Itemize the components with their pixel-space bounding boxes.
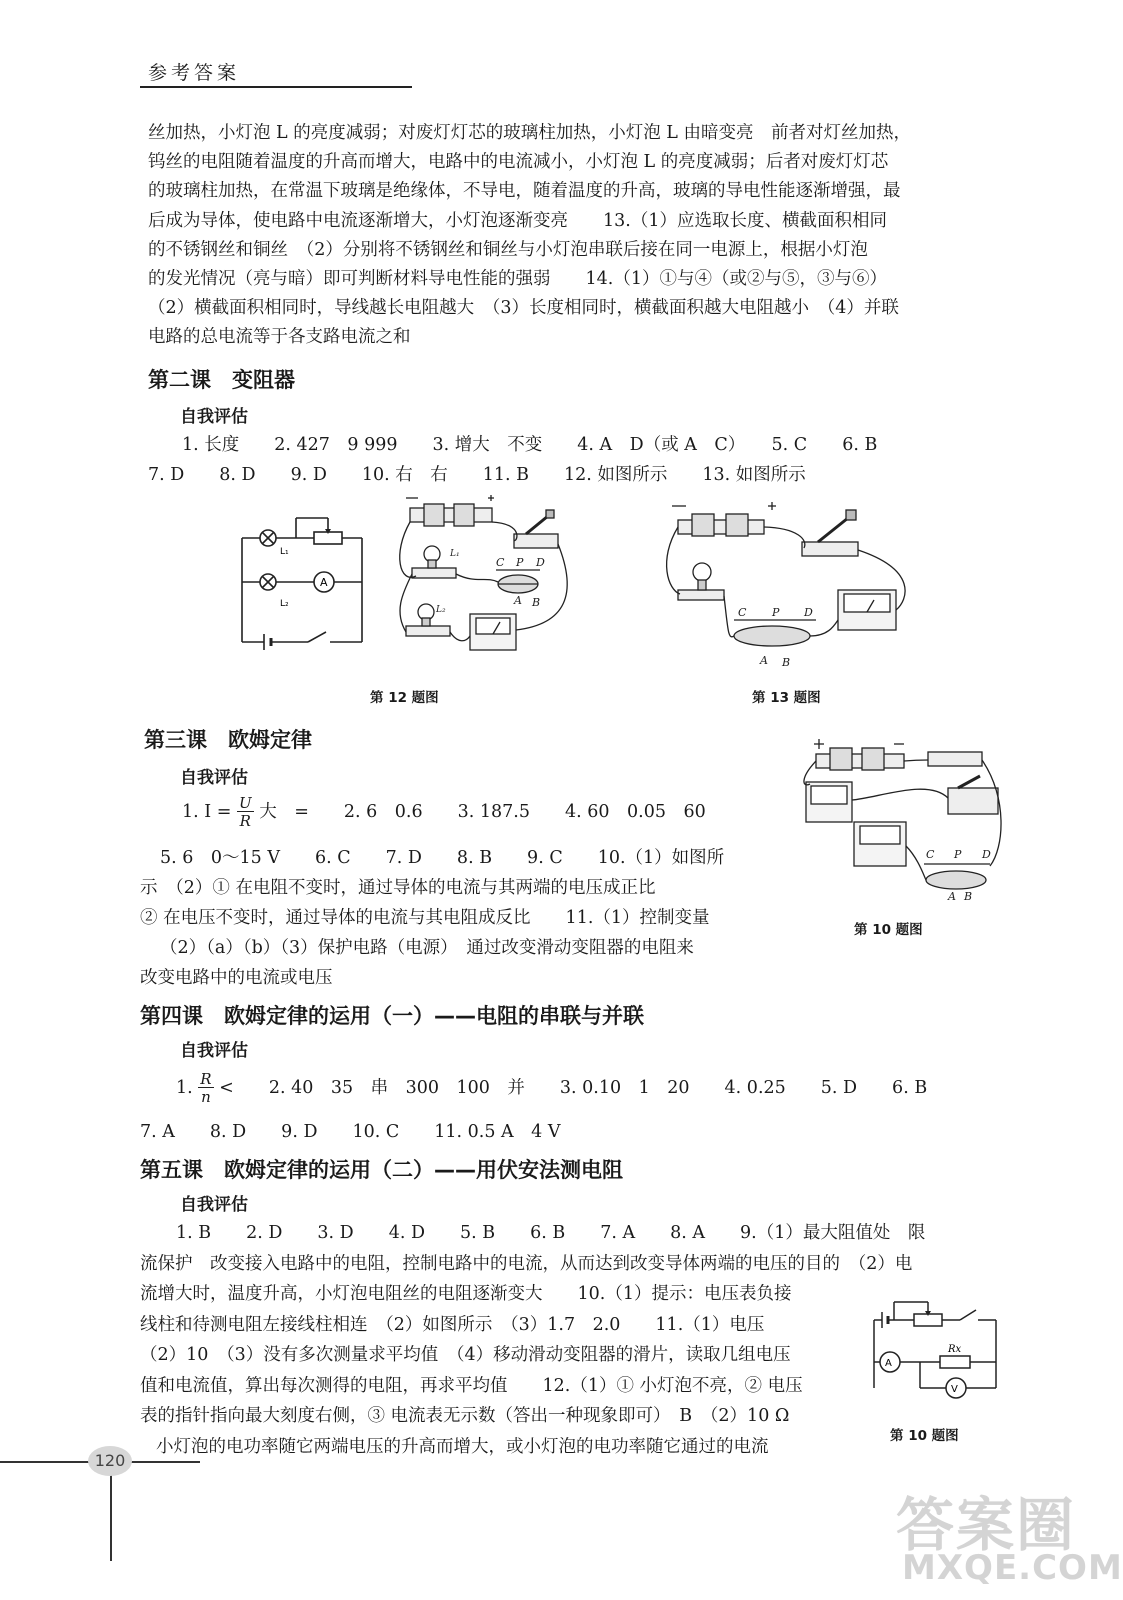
lesson-5-title: 第五课 欧姆定律的运用（二）——用伏安法测电阻 — [140, 1158, 623, 1182]
text-line: （2）横截面积相同时，导线越长电阻越大 （3）长度相同时，横截面积越大电阻越小 （4）并联 — [148, 298, 899, 319]
formula-denominator: n — [201, 1088, 211, 1106]
terminal-b: B — [782, 656, 791, 669]
lesson-5-figure-10-caption: 第 10 题图 — [890, 1428, 959, 1444]
formula-denominator: R — [239, 812, 251, 830]
slider-p: P — [772, 606, 780, 619]
ammeter-label: A — [320, 576, 328, 589]
terminal-d: D — [804, 606, 813, 619]
terminal-d: D — [536, 556, 545, 569]
formula-rest: < 2. 40 35 串 300 100 并 3. 0.10 1 20 4. 0.25 5. D 6. B — [219, 1078, 928, 1098]
lesson-3-paragraph — [140, 843, 725, 993]
text-line: （2）（a）（b）（3）保护电路（电源） 通过改变滑动变阻器的电阻来 — [160, 938, 694, 958]
text-line: 的不锈钢丝和铜丝 （2）分别将不锈钢丝和铜丝与小灯泡串联后接在同一电源上，根据小灯泡 — [148, 239, 868, 260]
text-line: 流增大时，温度升高，小灯泡电阻丝的电阻逐渐变大 10.（1）提示：电压表负接 — [140, 1284, 792, 1304]
text-line: 钨丝的电阻随着温度的升高而增大，电路中的电流减小，小灯泡 L 的亮度减弱；后者对废灯灯芯 — [148, 152, 889, 173]
text-line: 示 （2）① 在电阻不变时，通过导体的电流与其两端的电压成正比 — [140, 878, 656, 898]
terminal-a: A — [514, 594, 522, 607]
lesson-2-subtitle: 自我评估 — [180, 407, 248, 427]
lesson-2-title: 第二课 变阻器 — [148, 368, 295, 392]
terminal-c: C — [926, 848, 935, 861]
formula-lhs: 1. — [176, 1078, 193, 1098]
figure-12-wiring — [396, 494, 576, 666]
lesson-3-subtitle: 自我评估 — [180, 768, 248, 788]
lesson-5-subtitle: 自我评估 — [180, 1195, 248, 1215]
lesson-4-subtitle: 自我评估 — [180, 1041, 248, 1061]
lesson-4-answers-line — [176, 1072, 927, 1105]
formula-fraction — [237, 796, 254, 829]
text-line: 线柱和待测电阻左接线柱相连 （2）如图所示 （3）1.7 2.0 11.（1）电压 — [140, 1314, 765, 1335]
formula-rest: 大 = 2. 6 0.6 3. 187.5 4. 60 0.05 60 — [259, 802, 706, 822]
label-l2: L₂ — [280, 599, 289, 609]
page-number: 120 — [88, 1446, 132, 1476]
slider-p: P — [516, 556, 524, 569]
text-line: 表的指针指向最大刻度右侧，③ 电流表无示数（答出一种现象即可） B （2）10 Ω — [140, 1406, 790, 1426]
text-line: 1. B 2. D 3. D 4. D 5. B 6. B 7. A 8. A 9.（1）最大阻值处 限 — [176, 1223, 926, 1243]
lesson-2-answers-line: 1. 长度 2. 427 9 999 3. 增大 不变 4. A D（或 A C） 5. C 6. B — [182, 435, 878, 455]
formula-numerator: R — [200, 1070, 212, 1088]
lesson-3-answers-line — [182, 796, 706, 829]
lesson-2-answers-line: 7. D 8. D 9. D 10. 右 右 11. B 12. 如图所示 13. 如图所示 — [148, 465, 806, 485]
terminal-a: A — [948, 890, 956, 903]
figure-12-caption: 第 12 题图 — [370, 690, 439, 706]
intro-paragraph — [148, 119, 911, 353]
text-line: ② 在电压不变时，通过导体的电流与其电阻成反比 11.（1）控制变量 — [140, 908, 710, 928]
text-line: 5. 6 0～15 V 6. C 7. D 8. B 9. C 10.（1）如图所 — [160, 848, 725, 868]
text-line: 流保护 改变接入电路中的电阻，控制电路中的电流，从而达到改变导体两端的电压的目的 （2）电 — [140, 1253, 913, 1274]
footer-vertical-rule — [110, 1461, 112, 1561]
lesson-4-answers-line: 7. A 8. D 9. D 10. C 11. 0.5 A 4 V — [140, 1122, 561, 1142]
lesson-5-paragraph — [140, 1218, 925, 1462]
text-line: 的玻璃柱加热，在常温下玻璃是绝缘体，不导电，随着温度的升高，玻璃的导电性能逐渐增强，最 — [148, 181, 901, 202]
lesson-5-figure-10-schematic — [870, 1296, 1000, 1398]
figure-13-caption: 第 13 题图 — [752, 690, 821, 706]
text-line: 后成为导体，使电路中电流逐渐增大，小灯泡逐渐变亮 13.（1）应选取长度、横截面积相同 — [148, 210, 887, 231]
ammeter-label: A — [885, 1358, 892, 1369]
text-line: 电路的总电流等于各支路电流之和 — [148, 327, 411, 348]
header-rule — [140, 86, 412, 88]
figure-12-schematic — [238, 510, 368, 650]
text-line: 改变电路中的电流或电压 — [140, 968, 333, 988]
watermark-logo: 答案圈 — [896, 1491, 1077, 1559]
lesson-3-figure-10-caption: 第 10 题图 — [854, 922, 923, 938]
label-l2: L₂ — [436, 605, 446, 615]
text-line: 值和电流值，算出每次测得的电阻，再求平均值 12.（1）① 小灯泡不亮，② 电压 — [140, 1375, 803, 1396]
terminal-a: A — [760, 654, 768, 667]
figure-13-wiring — [668, 500, 920, 672]
watermark-url: MXQE.COM — [902, 1548, 1123, 1588]
resistor-rx-label: Rx — [948, 1344, 962, 1355]
formula-lhs: 1. I = — [182, 802, 232, 822]
label-l1: L₁ — [280, 547, 289, 557]
text-line: 小灯泡的电功率随它两端电压的升高而增大，或小灯泡的电功率随它通过的电流 — [156, 1436, 769, 1457]
terminal-b: B — [532, 596, 541, 609]
page-header-title: 参考答案 — [148, 62, 241, 84]
slider-p: P — [954, 848, 962, 861]
text-line: 丝加热，小灯泡 L 的亮度减弱；对废灯灯芯的玻璃柱加热，小灯泡 L 由暗变亮 前者对灯丝加热， — [148, 123, 911, 143]
voltmeter-label: V — [951, 1384, 958, 1395]
label-l1: L₁ — [450, 549, 460, 559]
terminal-d: D — [982, 848, 991, 861]
text-line: （2）10 （3）没有多次测量求平均值 （4）移动滑动变阻器的滑片，读取几组电压 — [140, 1345, 791, 1365]
lesson-4-title: 第四课 欧姆定律的运用（一）——电阻的串联与并联 — [140, 1004, 644, 1028]
text-line: 的发光情况（亮与暗）即可判断材料导电性能的强弱 14.（1）①与④（或②与⑤，③与⑥） — [148, 269, 887, 290]
terminal-c: C — [738, 606, 747, 619]
lesson-3-figure-10 — [798, 738, 1004, 902]
formula-numerator: U — [238, 794, 252, 812]
lesson-3-title: 第三课 欧姆定律 — [144, 728, 312, 752]
terminal-c: C — [496, 556, 505, 569]
terminal-b: B — [964, 890, 973, 903]
formula-fraction — [198, 1072, 213, 1105]
